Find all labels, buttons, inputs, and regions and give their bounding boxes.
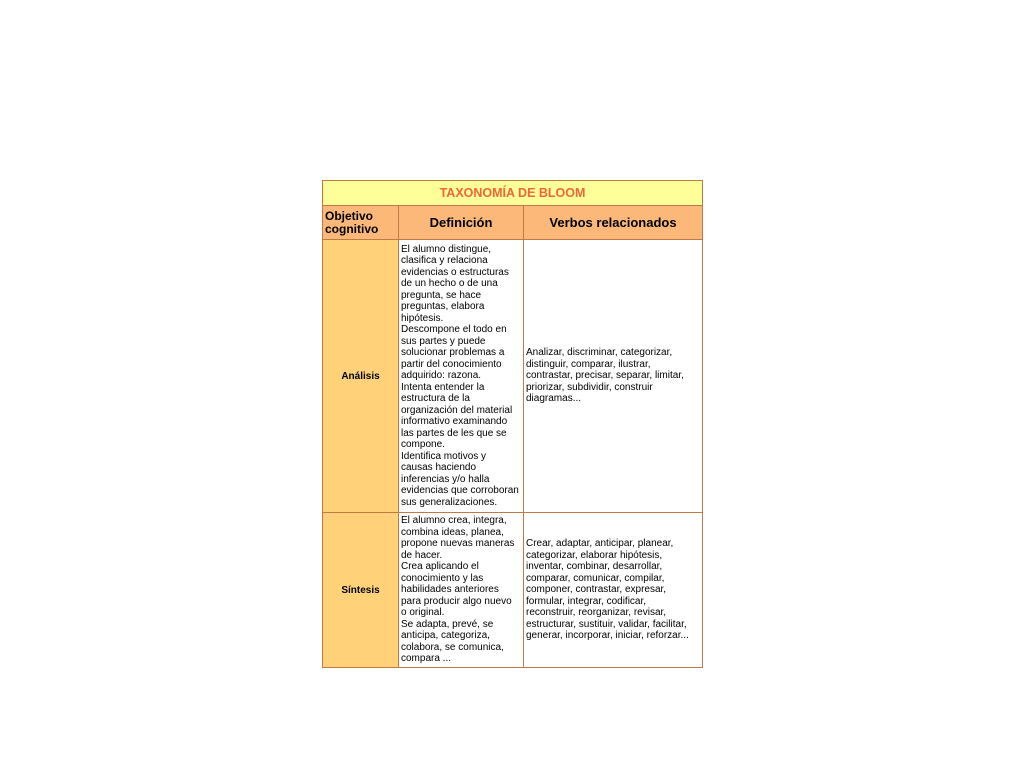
table-title-row [323, 181, 703, 206]
cell-text-line: de hacer. [401, 549, 443, 561]
cell-text-line: pregunta, se hace [401, 289, 482, 301]
category-cell: Síntesis [323, 513, 399, 668]
cell-text-line: para producir algo nuevo [401, 595, 512, 607]
cell-text-line: formular, integrar, codificar, [526, 595, 647, 607]
cell-text-line: organización del material [401, 404, 513, 416]
cell-text-line: Identifica motivos y [401, 450, 487, 462]
cell-text-line: anticipa, categoriza, [401, 630, 490, 642]
cell-text-line: las partes de les que se [401, 427, 507, 439]
cell-text-line: Se adapta, prevé, se [401, 618, 494, 630]
cell-text-line: o original. [401, 607, 445, 619]
cell-text-line: Descompone el todo en [401, 324, 507, 336]
bloom-taxonomy-table [322, 180, 703, 668]
cell-text-line: El alumno distingue, [401, 243, 492, 255]
cell-text-line: priorizar, subdividir, construir [526, 381, 653, 393]
cell-text-line: informativo examinando [401, 416, 508, 428]
cell-text-line: inventar, combinar, desarrollar, [526, 561, 663, 573]
header-verbos: Verbos relacionados [524, 206, 703, 240]
cell-text-line: Crear, adaptar, anticipar, planear, [526, 538, 674, 550]
header-definicion: Definición [399, 206, 524, 240]
cell-text-line: diagramas... [526, 393, 582, 405]
cell-text-line: causas haciendo [401, 462, 477, 474]
cell-text-line: compara ... [401, 653, 452, 665]
cell-text-line: comparar, comunicar, compilar, [526, 572, 665, 584]
cell-text-line: evidencias que corroboran [401, 485, 519, 497]
header-objetivo: Objetivo cognitivo [323, 206, 399, 240]
cell-text-line: componer, contrastar, expresar, [526, 584, 667, 596]
cell-text-line: distinguir, comparar, ilustrar, [526, 358, 651, 370]
cell-text-line: contrastar, precisar, separar, limitar, [526, 370, 684, 382]
table-title: TAXONOMÍA DE BLOOM [323, 181, 703, 206]
cell-text-line: evidencias o estructuras [401, 266, 509, 278]
cell-text-line: estructurar, sustituir, validar, facilitar, [526, 618, 687, 630]
table-row [323, 240, 703, 513]
cell-text-line: preguntas, elabora [401, 301, 485, 313]
cell-text-line: estructura de la [401, 393, 470, 405]
definition-cell [399, 240, 524, 513]
cell-text-line: sus generalizaciones. [401, 496, 498, 508]
cell-text-line: habilidades anteriores [401, 584, 499, 596]
cell-text-line: compone. [401, 439, 445, 451]
cell-text-line: sus partes y puede [401, 335, 486, 347]
cell-text-line: clasifica y relaciona [401, 255, 488, 267]
verbs-cell [524, 513, 703, 668]
cell-text-line: colabora, se comunica, [401, 641, 504, 653]
cell-text-line: propone nuevas maneras [401, 538, 515, 550]
cell-text-line: reconstruir, reorganizar, revisar, [526, 607, 667, 619]
cell-text-line: El alumno crea, integra, [401, 515, 507, 527]
table-header-row [323, 206, 703, 240]
cell-text-line: combina ideas, planea, [401, 526, 504, 538]
cell-text-line: Analizar, discriminar, categorizar, [526, 347, 673, 359]
cell-text-line: categorizar, elaborar hipótesis, [526, 549, 663, 561]
cell-text-line: de un hecho o de una [401, 278, 498, 290]
verbs-cell [524, 240, 703, 513]
cell-text-line: generar, incorporar, iniciar, reforzar... [526, 630, 689, 642]
cell-text-line: Crea aplicando el [401, 561, 479, 573]
definition-cell [399, 513, 524, 668]
cell-text-line: inferencias y/o halla [401, 473, 490, 485]
category-cell: Análisis [323, 240, 399, 513]
table-row [323, 513, 703, 668]
cell-text-line: hipótesis. [401, 312, 444, 324]
cell-text-line: Intenta entender la [401, 381, 485, 393]
cell-text-line: solucionar problemas a [401, 347, 505, 359]
cell-text-line: adquirido: razona. [401, 370, 482, 382]
cell-text-line: partir del conocimiento [401, 358, 502, 370]
cell-text-line: conocimiento y las [401, 572, 484, 584]
